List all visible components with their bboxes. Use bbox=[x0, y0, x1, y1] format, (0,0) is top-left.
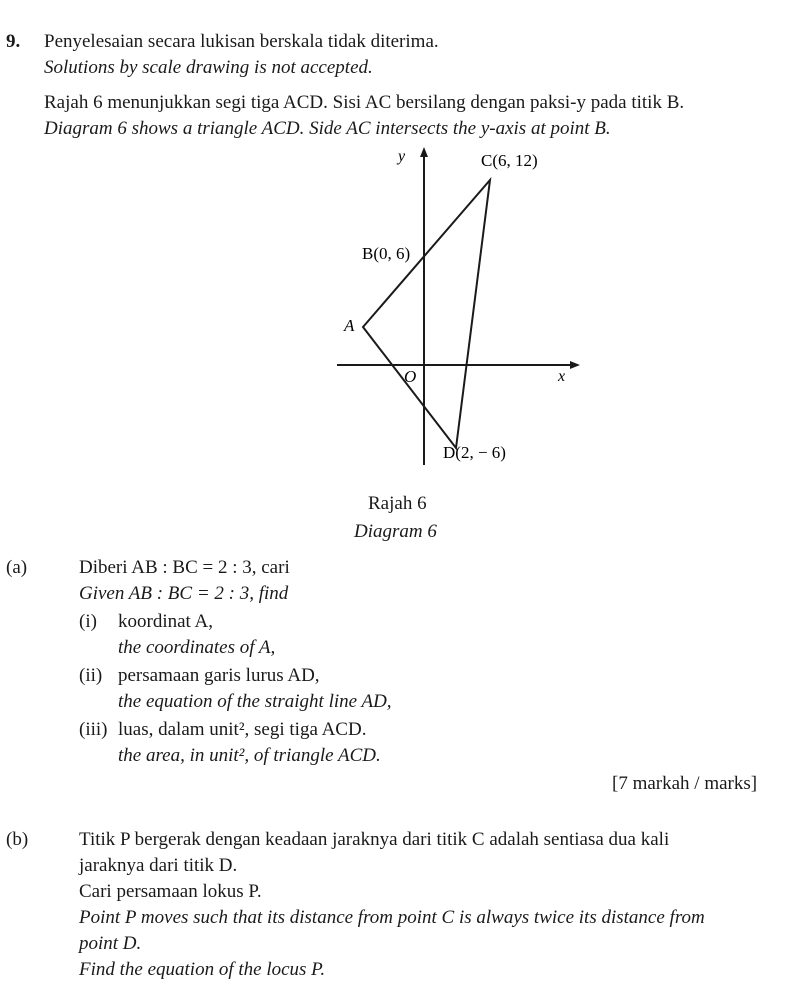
part-b-malay-line2: jaraknya dari titik D. bbox=[79, 855, 238, 876]
point-b-label: B(0, 6) bbox=[362, 244, 411, 263]
point-c-label: C(6, 12) bbox=[481, 151, 538, 170]
part-b-english-line3: Find the equation of the locus P. bbox=[79, 959, 326, 980]
item-ii-number: (ii) bbox=[79, 665, 103, 686]
intro-english: Diagram 6 shows a triangle ACD. Side AC intersects the y-axis at point B. bbox=[44, 118, 611, 139]
item-i-number: (i) bbox=[79, 611, 97, 632]
triangle-acd bbox=[363, 180, 490, 448]
marks: [7 markah / marks] bbox=[612, 773, 758, 794]
point-d-label: D(2, − 6) bbox=[443, 443, 506, 462]
note-english: Solutions by scale drawing is not accepted. bbox=[44, 57, 373, 78]
x-axis-label: x bbox=[558, 368, 566, 385]
intro-malay: Rajah 6 menunjukkan segi tiga ACD. Sisi AC bersilang dengan paksi-y pada titik B. bbox=[44, 92, 685, 113]
part-b-english-line1: Point P moves such that its distance from point C is always twice its distance from bbox=[79, 907, 705, 928]
item-iii-english: the area, in unit², of triangle ACD. bbox=[118, 745, 381, 766]
part-b-label: (b) bbox=[6, 829, 29, 850]
note-malay: Penyelesaian secara lukisan berskala tidak diterima. bbox=[44, 31, 439, 52]
part-b-english-line2: point D. bbox=[79, 933, 142, 954]
origin-label: O bbox=[404, 367, 417, 386]
question-number: 9. bbox=[6, 31, 21, 52]
item-ii-english: the equation of the straight line AD, bbox=[118, 691, 392, 712]
point-a-label: A bbox=[344, 316, 355, 335]
caption-english: Diagram 6 bbox=[354, 521, 437, 542]
part-a-label: (a) bbox=[6, 557, 28, 578]
item-iii-malay: luas, dalam unit², segi tiga ACD. bbox=[118, 719, 367, 740]
part-a-given-english: Given AB : BC = 2 : 3, find bbox=[79, 583, 289, 604]
y-axis-label: y bbox=[398, 148, 406, 165]
item-ii-malay: persamaan garis lurus AD, bbox=[118, 665, 320, 686]
part-b-malay-line1: Titik P bergerak dengan keadaan jaraknya dari titik C adalah sentiasa dua kali bbox=[79, 829, 670, 850]
caption-malay: Rajah 6 bbox=[368, 493, 427, 514]
item-iii-number: (iii) bbox=[79, 719, 108, 740]
item-i-malay: koordinat A, bbox=[118, 611, 213, 632]
part-b-malay-line3: Cari persamaan lokus P. bbox=[79, 881, 262, 902]
part-a-given-malay: Diberi AB : BC = 2 : 3, cari bbox=[79, 557, 290, 578]
item-i-english: the coordinates of A, bbox=[118, 637, 276, 658]
